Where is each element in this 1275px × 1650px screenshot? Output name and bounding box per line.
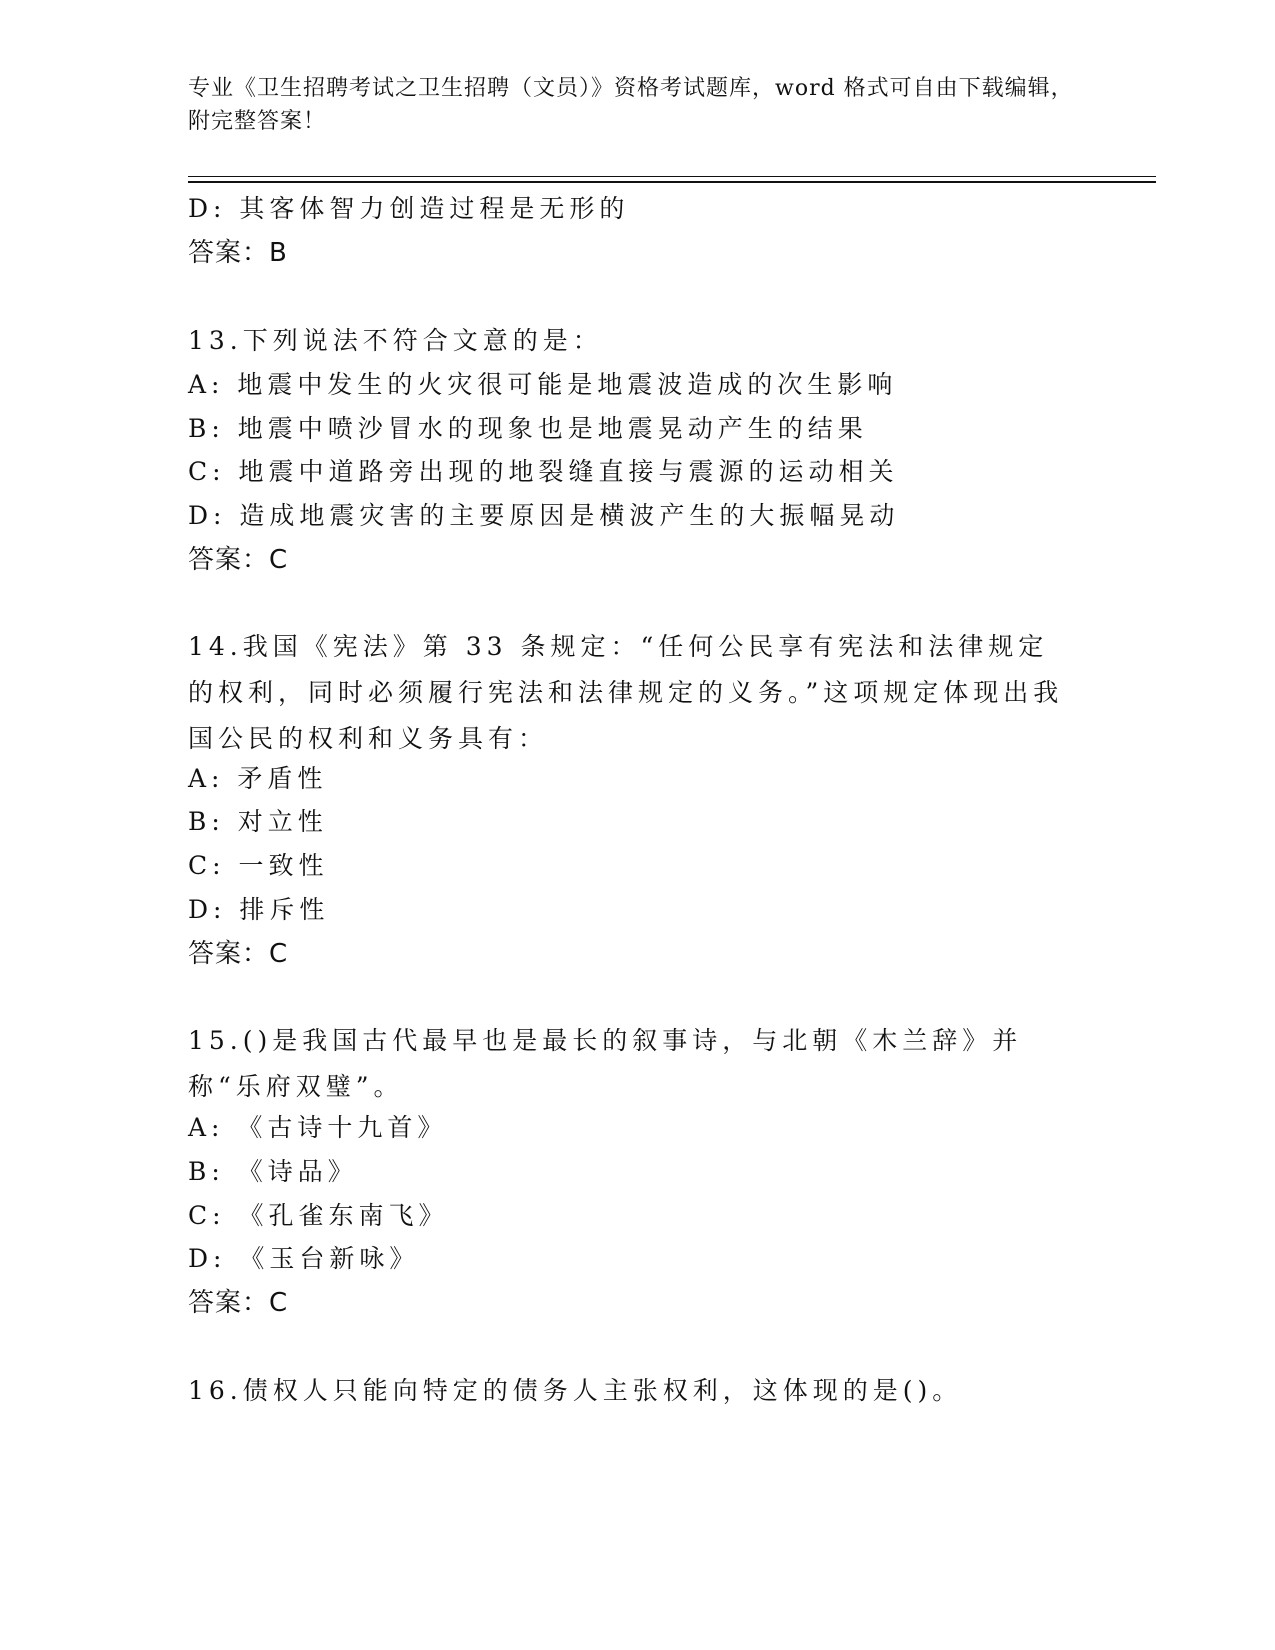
question-15-stem: 15.()是我国古代最早也是最长的叙事诗，与北朝《木兰辞》并称“乐府双璧”。 xyxy=(188,1026,1023,1101)
question-14-option-d: D: 排斥性 xyxy=(188,895,330,924)
question-13-option-b: B: 地震中喷沙冒水的现象也是地震晃动产生的结果 xyxy=(188,414,868,443)
prev-option-d: D: 其客体智力创造过程是无形的 xyxy=(188,194,630,223)
question-16-stem: 16.债权人只能向特定的债务人主张权利，这体现的是()。 xyxy=(188,1376,963,1405)
question-15-option-d: D: 《玉台新咏》 xyxy=(188,1244,420,1273)
question-15-option-c: C: 《孔雀东南飞》 xyxy=(188,1201,449,1230)
document-header: 专业《卫生招聘考试之卫生招聘（文员）》资格考试题库，word 格式可自由下载编辑，附完整答案！ xyxy=(188,76,1074,134)
question-13-option-d: D: 造成地震灾害的主要原因是横波产生的大振幅晃动 xyxy=(188,501,900,530)
question-15-option-b: B: 《诗品》 xyxy=(188,1157,358,1186)
question-14-option-b: B: 对立性 xyxy=(188,807,328,836)
prev-answer: 答案：B xyxy=(188,238,288,268)
question-14-stem: 14.我国《宪法》第 33 条规定：“任何公民享有宪法和法律规定的权利，同时必须履行宪法和法律规定的义务。”这项规定体现出我国公民的权利和义务具有： xyxy=(188,632,1064,753)
question-14-option-c: C: 一致性 xyxy=(188,851,329,880)
header-divider xyxy=(188,176,1156,177)
question-15-answer: 答案：C xyxy=(188,1288,289,1318)
question-14-answer: 答案：C xyxy=(188,939,289,969)
question-13-option-c: C: 地震中道路旁出现的地裂缝直接与震源的运动相关 xyxy=(188,457,899,486)
question-15-option-a: A: 《古诗十九首》 xyxy=(188,1113,448,1142)
question-13-stem: 13.下列说法不符合文意的是： xyxy=(188,326,603,355)
question-13-option-a: A: 地震中发生的火灾很可能是地震波造成的次生影响 xyxy=(188,370,898,399)
header-divider-thick xyxy=(188,181,1156,183)
question-14-option-a: A: 矛盾性 xyxy=(188,764,328,793)
question-13-answer: 答案：C xyxy=(188,545,289,575)
